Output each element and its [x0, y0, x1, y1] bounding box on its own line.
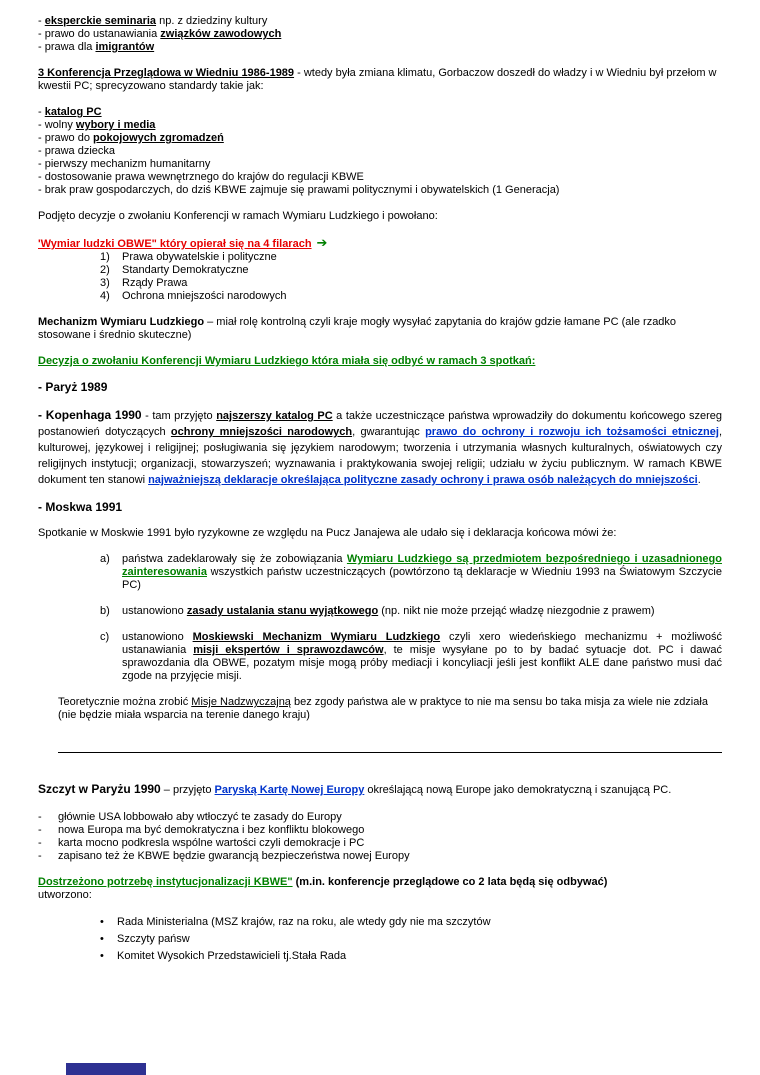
- point-text: [122, 553, 722, 592]
- text-run: , te misje wysyłane po to by badać sytuacje dot. PC i dawać sprawozdania dla OBWE, pozatym misje mogą próby mediacji i koncyliacji jeśli jest konflikt ALE dane państwo musi dać zgode na przyjęcie misji.: [122, 644, 722, 682]
- point-text: [122, 605, 722, 618]
- term-free-media: wybory i media: [75, 119, 156, 131]
- paris-summit-list: [38, 811, 722, 863]
- pillar-item: [100, 264, 722, 277]
- text-run: np. z dziedziny kultury: [156, 15, 268, 27]
- bullet-marker: •: [100, 933, 104, 945]
- pillar-item: [100, 290, 722, 303]
- intro-list: [38, 15, 722, 54]
- copenhagen-paragraph: [38, 407, 722, 488]
- text-run: określającą nową Europe jako demokratyczną i szanującą PC.: [364, 784, 672, 796]
- institutionalization-block: [38, 876, 722, 902]
- text-run: państwa zadeklarowały się że zobowiązania: [122, 553, 347, 565]
- term-catalog-pc: katalog PC: [44, 106, 102, 118]
- human-dimension-heading-text: 'Wymiar ludzki OBWE" który opierał się na 4 filarach: [38, 238, 312, 250]
- moscow-intro-paragraph: Spotkanie w Moskwie 1991 było ryzykowne ze względu na Pucz Janajewa ale udało się i deklaracja końcowa mówi że:: [38, 527, 617, 539]
- dash-marker: -: [38, 850, 42, 862]
- dash-item: [38, 850, 722, 863]
- list-item: [38, 106, 722, 119]
- lettered-item: [100, 631, 722, 683]
- institutionalization-heading: Dostrzeżono potrzebę instytucjonalizacji KBWE": [38, 876, 293, 888]
- footer-blue-bar: [66, 1063, 146, 1075]
- list-item: [38, 15, 722, 28]
- text-run: – przyjęto: [160, 784, 215, 796]
- note-paragraph: [38, 696, 722, 722]
- pillar-text: Prawa obywatelskie i polityczne: [122, 251, 277, 263]
- text-run: - dostosowanie prawa wewnętrznego do krajów do regulacji KBWE: [38, 171, 364, 183]
- mechanism-paragraph: [38, 316, 722, 342]
- bullet-item: [100, 950, 722, 963]
- pillar-text: Rządy Prawa: [122, 277, 188, 289]
- conference-decision-heading: [38, 355, 722, 368]
- item-text: Rada Ministerialna (MSZ krajów, raz na roku, ale wtedy gdy nie ma szczytów: [117, 916, 491, 928]
- human-dimension-heading: [38, 236, 722, 251]
- text-run: – miał rolę kontrolną czyli kraje mogły wysyłać zapytania do krajów gdzie łamane PC (ale rzadko stosowane i średnio skuteczne): [38, 316, 677, 341]
- dash-item: [38, 811, 722, 824]
- text-run: (np. nikt nie może przejąć władzę niezgodnie z prawem): [378, 605, 655, 617]
- bullet-item: [100, 933, 722, 946]
- dash-item: [38, 824, 722, 837]
- list-number: 3): [100, 277, 110, 289]
- item-text: nowa Europa ma być demokratyczna i bez konfliktu blokowego: [58, 824, 365, 836]
- bullet-marker: •: [100, 950, 104, 962]
- vienna-conference-heading: 3 Konferencja Przeglądowa w Wiedniu 1986-1989: [38, 67, 295, 79]
- pillars-list: [100, 251, 722, 303]
- list-letter: a): [100, 553, 110, 565]
- lettered-item: [100, 553, 722, 592]
- text-run: .: [697, 474, 701, 486]
- moscow-point-a: [100, 553, 722, 592]
- text-run: a także uczestniczące państwa wprowadziły do dokumentu końcowego szereg postanowień dotyczących: [38, 410, 722, 438]
- moscow-point-c: [100, 631, 722, 683]
- term-immigrants: imigrantów: [95, 41, 155, 53]
- list-letter: b): [100, 605, 110, 617]
- decision-paragraph: Podjęto decyzje o zwołaniu Konferencji w ramach Wymiaru Ludzkiego i powołano:: [38, 210, 438, 222]
- institutionalization-heading-line: [38, 876, 722, 889]
- item-text: karta mocno podkresla wspólne wartości czyli demokracje i PC: [58, 837, 365, 849]
- list-number: 2): [100, 264, 110, 276]
- list-item: [38, 28, 722, 41]
- list-number: 1): [100, 251, 110, 263]
- moscow-point-b: [100, 605, 722, 618]
- item-text: głównie USA lobbowało aby wtłoczyć te zasady do Europy: [58, 811, 342, 823]
- pillar-item: [100, 251, 722, 264]
- list-letter: c): [100, 631, 110, 643]
- bullet-marker: •: [100, 916, 104, 928]
- text-run: - brak praw gospodarczych, do dziś KBWE zajmuje się prawami politycznymi i obywatelskich (1 Generacja): [38, 184, 560, 196]
- dash-item: [38, 837, 722, 850]
- text-run: , gwarantując: [352, 426, 426, 438]
- term-expert-seminars: eksperckie seminaria: [44, 15, 157, 27]
- list-item: [38, 41, 722, 54]
- item-text: Szczyty pańsw: [117, 933, 190, 945]
- term-expert-missions: misji ekspertów i sprawozdawców: [193, 644, 384, 656]
- text-run: - prawo do: [38, 132, 94, 144]
- pillar-text: Ochrona mniejszości narodowych: [122, 290, 287, 302]
- dash-marker: -: [38, 811, 42, 823]
- term-trade-unions: związków zawodowych: [160, 28, 282, 40]
- text-run: -: [38, 106, 45, 118]
- term-paris-charter: Paryską Kartę Nowej Europy: [214, 784, 365, 796]
- term-ethnic-identity-right: prawo do ochrony i rozwoju ich tożsamości etnicznej: [425, 426, 719, 438]
- mechanism-title: Mechanizm Wymiaru Ludzkiego: [38, 316, 205, 328]
- list-item: [38, 171, 722, 184]
- list-item: [38, 145, 722, 158]
- term-key-declaration: najważniejszą deklaracje określająca polityczne zasady ochrony i prawa osób należących do mniejszości: [148, 474, 698, 486]
- paris-1989-heading: - Paryż 1989: [38, 380, 108, 394]
- moscow-1991-heading: - Moskwa 1991: [38, 500, 123, 514]
- text-run: Teoretycznie można zrobić: [58, 696, 192, 708]
- list-item: [38, 184, 722, 197]
- lettered-item: [100, 605, 722, 618]
- term-widest-catalog: najszerszy katalog PC: [216, 410, 333, 422]
- section-divider: [58, 752, 722, 753]
- paris-summit-heading: Szczyt w Paryżu 1990: [38, 782, 161, 796]
- text-run: wszystkich państw uczestniczących (powtórzono tą deklaracje w Wiedniu 1993 na Światowym Szczycie PC): [122, 566, 722, 591]
- term-direct-concern: Wymiaru Ludzkiego są przedmiotem bezpośredniego i uzasadnionego zainteresowania: [122, 553, 722, 578]
- dash-marker: -: [38, 837, 42, 849]
- institutions-list: [100, 916, 722, 963]
- point-text: [122, 631, 722, 683]
- term-state-of-emergency: zasady ustalania stanu wyjątkowego: [186, 605, 379, 617]
- list-item: [38, 132, 722, 145]
- term-extraordinary-mission: Misje Nadzwyczajną: [191, 696, 291, 708]
- text-run: bez zgody państwa ale w praktyce to nie ma sensu bo taka misja za wiele nie zdziała (nie będzie miała wsparcia na terenie danego kraju): [58, 696, 708, 721]
- text-run: - wolny: [38, 119, 76, 131]
- list-item: [38, 158, 722, 171]
- bullet-item: [100, 916, 722, 929]
- term-minority-protection: ochrony mniejszości narodowych: [170, 426, 353, 438]
- term-moscow-mechanism: Moskiewski Mechanizm Wymiaru Ludzkiego: [192, 631, 441, 643]
- copenhagen-heading: - Kopenhaga 1990: [38, 408, 142, 422]
- item-text: Komitet Wysokich Przedstawicieli tj.Stała Rada: [117, 950, 347, 962]
- conference-decision-heading-text: Decyzja o zwołaniu Konferencji Wymiaru Ludzkiego która miała się odbyć w ramach 3 spotkań:: [38, 355, 536, 367]
- text-run: - wtedy była zmiana klimatu, Gorbaczow doszedł do władzy i w Wiedniu był przełom w kwestii PC; sprecyzowano standardy takie jak:: [38, 67, 717, 92]
- text-run: - tam przyjęto: [141, 410, 217, 422]
- arrow-right-icon: ➔: [316, 235, 328, 250]
- text-run: - prawa dla: [38, 41, 96, 53]
- text-run: ustanowiono: [122, 631, 193, 643]
- dash-marker: -: [38, 824, 42, 836]
- term-peaceful-assembly: pokojowych zgromadzeń: [93, 132, 224, 144]
- text-run: -: [38, 15, 45, 27]
- text-run: - prawo do ustanawiania: [38, 28, 161, 40]
- pillar-text: Standarty Demokratyczne: [122, 264, 249, 276]
- text-run: - pierwszy mechanizm humanitarny: [38, 158, 211, 170]
- text-run: , kulturowej, językowej i religijnej; posługiwania się językiem narodowym; tworzenia i utrzymania własnych kulturalnych, oświatowych czy religijnych instytucji; organizacji, stowarzyszeń; wyznawania i praktykowania swojej religii; udziału w życiu publicznym. W ramach KBWE dokument ten stanowi: [38, 426, 723, 486]
- vienna-paragraph: [38, 67, 722, 93]
- paris-summit-paragraph: [38, 781, 722, 798]
- pillar-item: [100, 277, 722, 290]
- vienna-standards-list: [38, 106, 722, 197]
- list-item: [38, 119, 722, 132]
- text-run: ustanowiono: [122, 605, 187, 617]
- created-label: utworzono:: [38, 889, 92, 901]
- list-number: 4): [100, 290, 110, 302]
- text-run: czyli xero wiedeńskiego mechanizmu + możliwość ustanawiania: [122, 631, 722, 656]
- item-text: zapisano też że KBWE będzie gwarancją bezpieczeństwa nowej Europy: [58, 850, 410, 862]
- text-run: (m.in. konferencje przeglądowe co 2 lata będą się odbywać): [292, 876, 608, 888]
- text-run: - prawa dziecka: [38, 145, 116, 157]
